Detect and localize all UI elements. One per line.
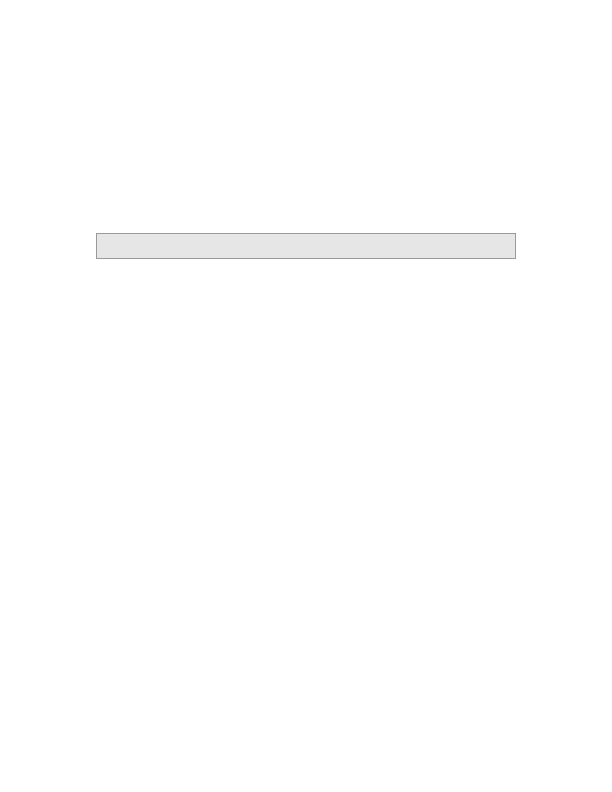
alphabet-list [96, 233, 516, 259]
